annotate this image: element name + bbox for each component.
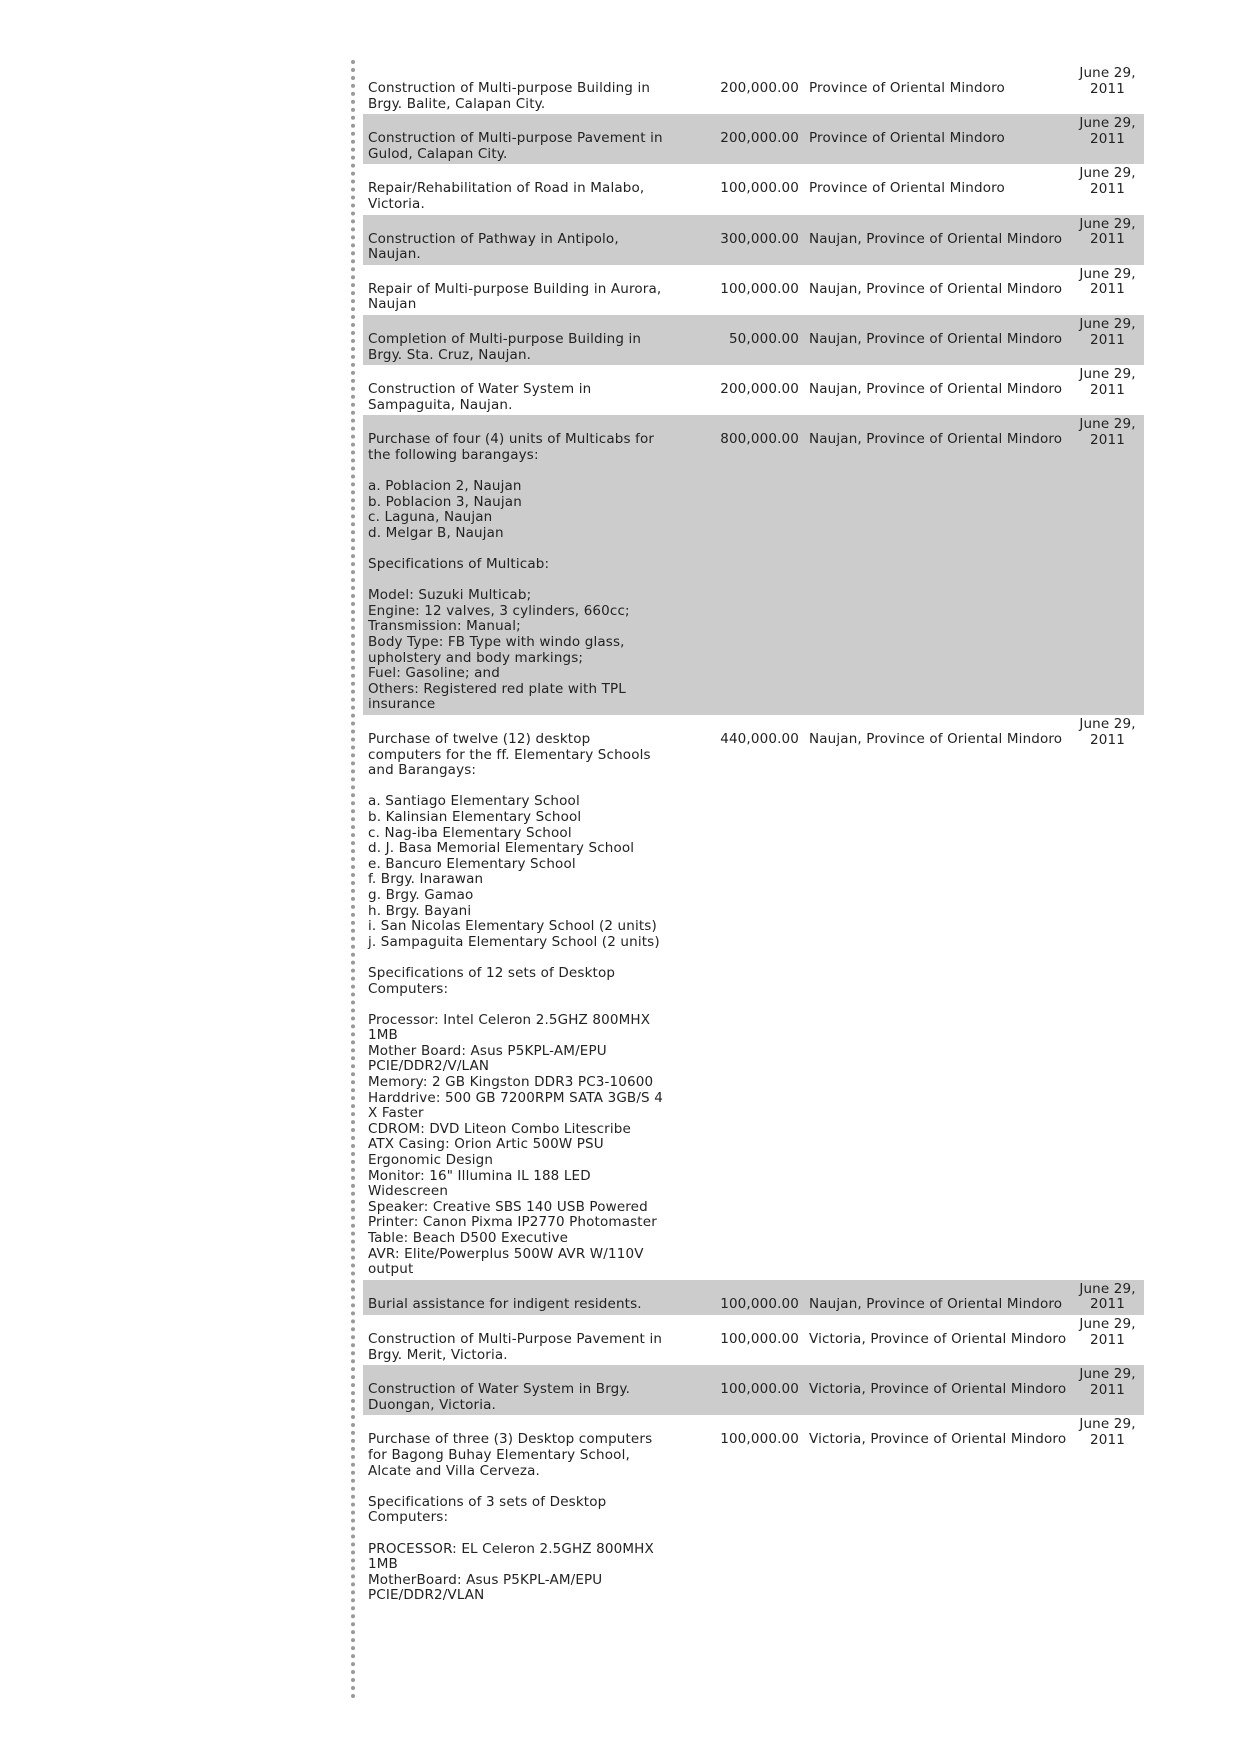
description-paragraph: Model: Suzuki Multicab; Engine: 12 valves, 3 cylinders, 660cc; Transmission: Manual; Body Type: FB Type with windo glass, upholstery and body markings; Fuel: Gasoline; and Others: Registered red plate with TPL insurance bbox=[368, 587, 630, 713]
date-month-day: June 29, bbox=[1079, 265, 1136, 282]
project-amount: 100,000.00 bbox=[669, 1280, 801, 1315]
date-month-day: June 29, bbox=[1079, 315, 1136, 332]
date-month-day: June 29, bbox=[1079, 366, 1136, 383]
date-month-day: June 29, bbox=[1079, 1416, 1136, 1433]
project-location: Victoria, Province of Oriental Mindoro bbox=[801, 1365, 1071, 1415]
table-row bbox=[363, 164, 1144, 214]
project-location: Naujan, Province of Oriental Mindoro bbox=[801, 215, 1071, 265]
project-description bbox=[363, 64, 669, 114]
description-paragraph: Repair of Multi-purpose Building in Aurora, Naujan bbox=[368, 280, 662, 313]
description-paragraph: Repair/Rehabilitation of Road in Malabo, Victoria. bbox=[368, 180, 645, 212]
description-paragraph: Purchase of twelve (12) desktop computers for the ff. Elementary Schools and Barangays: bbox=[368, 731, 651, 779]
description-paragraph: Purchase of three (3) Desktop computers for Bagong Buhay Elementary School, Alcate and Villa Cerveza. bbox=[368, 1431, 653, 1479]
table-row bbox=[363, 114, 1144, 164]
project-date bbox=[1071, 64, 1144, 114]
table-row bbox=[363, 265, 1144, 315]
project-description bbox=[363, 1365, 669, 1415]
table-row bbox=[363, 1415, 1144, 1606]
project-amount: 300,000.00 bbox=[669, 215, 801, 265]
date-year: 2011 bbox=[1090, 1381, 1125, 1398]
table-row bbox=[363, 1315, 1144, 1365]
description-paragraph: Purchase of four (4) units of Multicabs for the following barangays: bbox=[368, 431, 655, 463]
table-row bbox=[363, 215, 1144, 265]
project-date bbox=[1071, 365, 1144, 415]
projects-table-body bbox=[363, 64, 1144, 1606]
project-description bbox=[363, 1315, 669, 1365]
description-paragraph: Construction of Multi-purpose Building in Brgy. Balite, Calapan City. bbox=[368, 80, 651, 112]
date-year: 2011 bbox=[1090, 1431, 1125, 1448]
project-amount: 440,000.00 bbox=[720, 731, 799, 747]
date-year: 2011 bbox=[1090, 731, 1125, 748]
date-month-day: June 29, bbox=[1079, 215, 1136, 232]
project-location: Naujan, Province of Oriental Mindoro bbox=[801, 315, 1071, 365]
date-year: 2011 bbox=[1090, 281, 1125, 298]
project-description bbox=[363, 1280, 669, 1315]
project-description bbox=[363, 315, 669, 365]
date-month-day: June 29, bbox=[1079, 165, 1136, 182]
date-year: 2011 bbox=[1090, 331, 1125, 348]
description-paragraph: a. Santiago Elementary School b. Kalinsian Elementary School c. Nag-iba Elementary School d. J. Basa Memorial Elementary School e. Bancuro Elementary School f. Brgy. Inarawan g. Brgy. Gamao h. Brgy. Bayani i. San Nicolas Elementary School (2 units) j. Sampaguita Elementary School (2 units) bbox=[368, 793, 660, 950]
table-row bbox=[363, 365, 1144, 415]
project-amount: 100,000.00 bbox=[720, 180, 799, 197]
project-amount: 200,000.00 bbox=[720, 80, 799, 96]
table-row bbox=[363, 1280, 1144, 1315]
project-date bbox=[1071, 1365, 1144, 1415]
project-location: Province of Oriental Mindoro bbox=[801, 114, 1071, 164]
project-location: Province of Oriental Mindoro bbox=[809, 80, 1005, 96]
project-amount: 50,000.00 bbox=[669, 315, 801, 365]
project-date bbox=[1071, 114, 1144, 164]
project-location: Province of Oriental Mindoro bbox=[809, 180, 1005, 197]
description-paragraph: Specifications of 12 sets of Desktop Computers: bbox=[368, 964, 616, 997]
project-date bbox=[1071, 715, 1144, 1280]
date-year: 2011 bbox=[1090, 80, 1125, 97]
project-description bbox=[363, 415, 669, 715]
project-amount: 100,000.00 bbox=[720, 280, 799, 297]
table-row bbox=[363, 1365, 1144, 1415]
project-date bbox=[1071, 1315, 1144, 1365]
description-paragraph: a. Poblacion 2, Naujan b. Poblacion 3, Naujan c. Laguna, Naujan d. Melgar B, Naujan bbox=[368, 478, 522, 541]
project-amount: 100,000.00 bbox=[720, 1330, 799, 1347]
date-month-day: June 29, bbox=[1079, 65, 1136, 81]
project-description bbox=[363, 164, 669, 214]
description-paragraph: Construction of Multi-purpose Pavement in Gulod, Calapan City. bbox=[368, 130, 663, 162]
date-year: 2011 bbox=[1090, 1331, 1125, 1348]
date-year: 2011 bbox=[1090, 431, 1125, 448]
description-paragraph: Processor: Intel Celeron 2.5GHZ 800MHX 1MB Mother Board: Asus P5KPL-AM/EPU PCIE/DDR2/V/LAN Memory: 2 GB Kingston DDR3 PC3-10600 Harddrive: 500 GB 7200RPM SATA 3GB/S 4 X Faster CDROM: DVD Liteon Combo Litescribe ATX Casing: Orion Artic 500W PSU Ergonomic Design Monitor: 16" Illumina IL 188 LED Widescreen Speaker: Creative SBS 140 USB Powered Printer: Canon Pixma IP2770 Photomaster Table: Beach D500 Executive AVR: Elite/Powerplus 500W AVR W/110V output bbox=[368, 1011, 663, 1278]
description-paragraph: Construction of Water System in Brgy. Duongan, Victoria. bbox=[368, 1381, 631, 1413]
project-location: Naujan, Province of Oriental Mindoro bbox=[809, 280, 1063, 297]
description-paragraph: Completion of Multi-purpose Building in Brgy. Sta. Cruz, Naujan. bbox=[368, 330, 642, 363]
description-paragraph: Construction of Pathway in Antipolo, Naujan. bbox=[368, 230, 619, 263]
date-month-day: June 29, bbox=[1079, 1315, 1136, 1332]
description-paragraph: PROCESSOR: EL Celeron 2.5GHZ 800MHX 1MB MotherBoard: Asus P5KPL-AM/EPU PCIE/DDR2/VLAN bbox=[368, 1540, 654, 1604]
project-description bbox=[363, 715, 669, 1280]
margin-dotted-rule bbox=[351, 60, 355, 1700]
description-paragraph: Construction of Multi-Purpose Pavement in Brgy. Merit, Victoria. bbox=[368, 1330, 663, 1363]
projects-table bbox=[363, 64, 1144, 1606]
table-row bbox=[363, 715, 1144, 1280]
project-location: Victoria, Province of Oriental Mindoro bbox=[809, 1431, 1067, 1448]
project-date bbox=[1071, 415, 1144, 715]
project-description bbox=[363, 365, 669, 415]
project-date bbox=[1071, 315, 1144, 365]
project-amount: 100,000.00 bbox=[669, 1365, 801, 1415]
project-description bbox=[363, 265, 669, 315]
date-month-day: June 29, bbox=[1079, 1280, 1136, 1297]
table-row bbox=[363, 64, 1144, 114]
date-year: 2011 bbox=[1090, 180, 1125, 197]
project-description bbox=[363, 1415, 669, 1606]
description-paragraph: Construction of Water System in Sampaguita, Naujan. bbox=[368, 381, 592, 413]
project-date bbox=[1071, 1280, 1144, 1315]
date-month-day: June 29, bbox=[1079, 416, 1136, 433]
description-paragraph: Burial assistance for indigent residents. bbox=[368, 1295, 642, 1312]
date-year: 2011 bbox=[1090, 381, 1125, 398]
project-location: Naujan, Province of Oriental Mindoro bbox=[801, 1280, 1071, 1315]
date-month-day: June 29, bbox=[1079, 115, 1136, 132]
table-row bbox=[363, 315, 1144, 365]
project-date bbox=[1071, 1415, 1144, 1606]
project-location: Naujan, Province of Oriental Mindoro bbox=[809, 731, 1063, 747]
project-description bbox=[363, 114, 669, 164]
project-location: Victoria, Province of Oriental Mindoro bbox=[809, 1330, 1067, 1347]
project-amount: 800,000.00 bbox=[669, 415, 801, 715]
project-date bbox=[1071, 164, 1144, 214]
date-month-day: June 29, bbox=[1079, 716, 1136, 732]
description-paragraph: Specifications of 3 sets of Desktop Computers: bbox=[368, 1493, 607, 1526]
date-year: 2011 bbox=[1090, 1296, 1125, 1313]
project-location: Naujan, Province of Oriental Mindoro bbox=[809, 381, 1063, 398]
table-row bbox=[363, 415, 1144, 715]
date-year: 2011 bbox=[1090, 231, 1125, 248]
project-location: Naujan, Province of Oriental Mindoro bbox=[801, 415, 1071, 715]
description-paragraph: Specifications of Multicab: bbox=[368, 556, 550, 573]
date-month-day: June 29, bbox=[1079, 1366, 1136, 1383]
project-date bbox=[1071, 215, 1144, 265]
project-date bbox=[1071, 265, 1144, 315]
date-year: 2011 bbox=[1090, 130, 1125, 147]
project-amount: 100,000.00 bbox=[720, 1431, 799, 1448]
project-description bbox=[363, 215, 669, 265]
project-amount: 200,000.00 bbox=[669, 114, 801, 164]
project-amount: 200,000.00 bbox=[720, 381, 799, 398]
